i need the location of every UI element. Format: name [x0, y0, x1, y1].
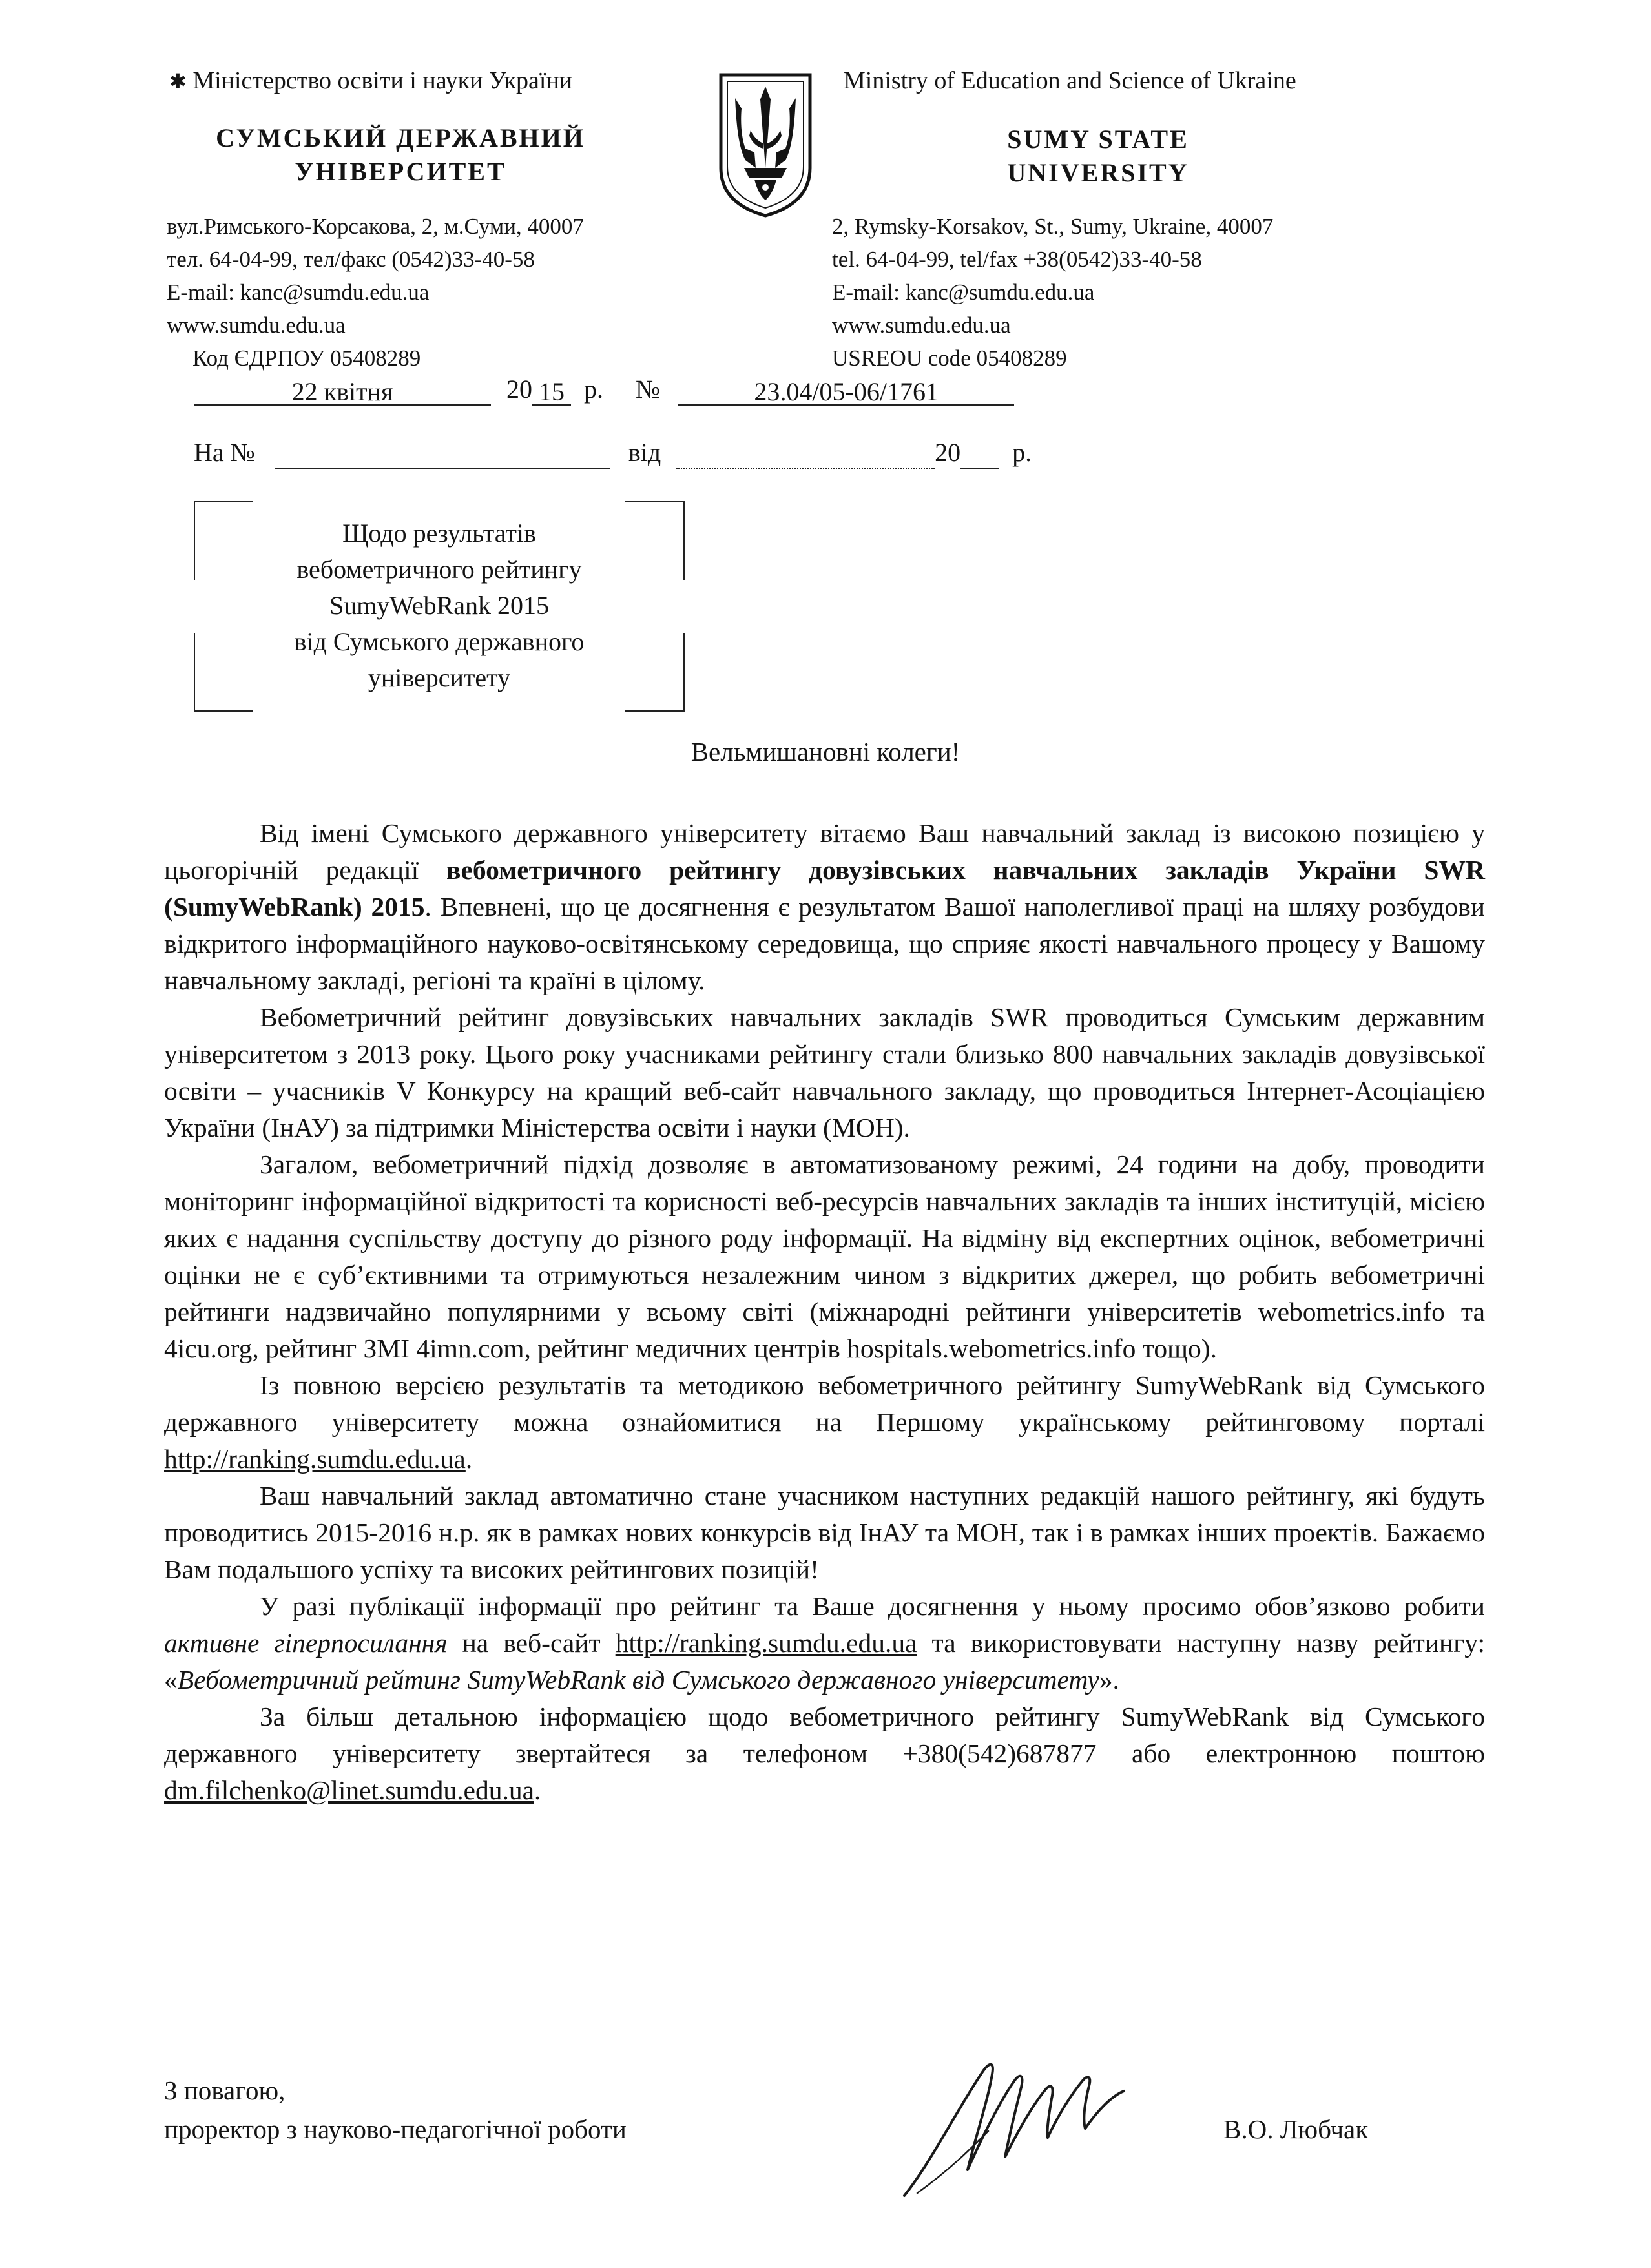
reply-year-abbr: р.	[1012, 438, 1032, 467]
subject-text	[194, 515, 685, 696]
p6-text-b: на веб-сайт	[447, 1628, 616, 1658]
subject-line: SumyWebRank 2015	[329, 591, 550, 620]
p6-text-d: ».	[1099, 1665, 1119, 1695]
p4-text-a: Із повною версією результатів та методикою вебометричного рейтингу SumyWebRank від Сумського державного університету можна ознайомитися на Першому українському рейтинговому порталі	[164, 1370, 1485, 1437]
university-name-ua	[161, 121, 639, 189]
paragraph-1	[164, 815, 1485, 999]
contact-email-link[interactable]: dm.filchenko@linet.sumdu.edu.ua	[164, 1775, 534, 1805]
email-en: E-mail: kanc@sumdu.edu.ua	[832, 280, 1095, 305]
outgoing-reference	[194, 373, 1014, 406]
university-name-ua-line1: СУМСЬКИЙ ДЕРЖАВНИЙ	[216, 123, 585, 152]
letter-number: 23.04/05-06/1761	[678, 376, 1014, 406]
salutation: Вельмишановні колеги!	[691, 737, 960, 767]
contacts-en	[832, 210, 1273, 375]
university-name-en-line1: SUMY STATE	[1007, 125, 1189, 154]
paragraph-6	[164, 1588, 1485, 1698]
p7-text-a: За більш детальною інформацією щодо вебометричного рейтингу SumyWebRank від Сумського державного університету звертайтеся за телефоном +380(542)687877 або електронною поштою	[164, 1702, 1485, 1768]
paragraph-4	[164, 1367, 1485, 1478]
subject-line: вебометричного рейтингу	[296, 555, 582, 584]
year-prefix: 20	[506, 375, 532, 404]
edrpou-code: Код ЄДРПОУ 05408289	[192, 345, 421, 371]
reply-date-blank	[676, 439, 935, 469]
usreou-code: USREOU code 05408289	[832, 345, 1067, 371]
ranking-site-link[interactable]: http://ranking.sumdu.edu.ua	[615, 1628, 917, 1658]
address-en: 2, Rymsky-Korsakov, St., Sumy, Ukraine, 40007	[832, 214, 1274, 239]
active-hyperlink-italic: активне гіперпосилання	[164, 1628, 448, 1658]
number-sign: №	[636, 375, 661, 404]
university-name-en-line2: UNIVERSITY	[1007, 158, 1189, 187]
reply-to-number-blank	[275, 439, 610, 469]
rating-name-bold: вебометричного рейтингу довузівських навчальних закладів України SWR (SumyWebRank) 2015	[164, 855, 1485, 922]
subject-line: Щодо результатів	[342, 519, 536, 548]
reply-year-prefix: 20	[935, 438, 961, 467]
subject-box	[194, 501, 685, 712]
rating-title-italic: Вебометричний рейтинг SumyWebRank від Сумського державного університету	[177, 1665, 1099, 1695]
ministry-en: Ministry of Education and Science of Ukraine	[844, 67, 1296, 94]
letter-body	[164, 815, 1485, 1809]
subject-line: університету	[368, 663, 511, 692]
p7-text-b: .	[534, 1775, 541, 1805]
p1-text-b: . Впевнені, що це досягнення є результатом Вашої наполегливої праці на шляху розбудови відкритого інформаційного науково-освітянському середовища, що сприяє якості навчального процесу у Вашому навчальному закладі, регіоні та країні в цілому.	[164, 892, 1485, 995]
ministry-ua	[169, 65, 572, 98]
reply-reference	[194, 437, 1032, 469]
email-ua: E-mail: kanc@sumdu.edu.ua	[167, 280, 430, 305]
contacts-ua	[167, 210, 584, 375]
signatory-position: проректор з науково-педагогічної роботи	[164, 2114, 627, 2144]
university-name-ua-line2: УНІВЕРСИТЕТ	[295, 157, 506, 186]
year-suffix: 15	[532, 376, 571, 406]
asterisk-mark: ✱	[169, 70, 187, 93]
handwritten-signature	[891, 2034, 1137, 2202]
reply-to-label: На №	[194, 438, 255, 467]
ranking-portal-link[interactable]: http://ranking.sumdu.edu.ua	[164, 1444, 466, 1474]
ministry-ua-text: Міністерство освіти і науки України	[192, 67, 573, 94]
coat-of-arms-icon	[717, 71, 814, 220]
p4-text-b: .	[465, 1444, 473, 1474]
reply-year-blank	[960, 439, 999, 469]
paragraph-3: Загалом, вебометричний підхід дозволяє в автоматизованому режимі, 24 години на добу, проводити моніторинг інформаційної відкритості та корисності веб-ресурсів навчальних закладів та інших інституцій, місією яких є надання суспільству доступу до різного роду інформації. На відміну від експертних оцінок, вебометричні оцінки не є суб’єктивними та отримуються незалежним чином з відкритих джерел, що робить вебометричні рейтинги надзвичайно популярними у всьому світі (міжнародні рейтинги університетів webometrics.info та 4icu.org, рейтинг ЗМІ 4imn.com, рейтинг медичних центрів hospitals.webometrics.info тощо).	[164, 1149, 1485, 1363]
p1-text-a: Від імені Сумського державного університету вітаємо Ваш навчальний заклад із високою позицією у цьогорічній редакції	[164, 818, 1485, 885]
year-abbr: р.	[584, 375, 603, 404]
closing: З повагою,	[164, 2076, 286, 2105]
paragraph-7	[164, 1698, 1485, 1809]
letter-date: 22 квітня	[194, 376, 491, 406]
website-en: www.sumdu.edu.ua	[832, 313, 1011, 338]
paragraph-2: Вебометричний рейтинг довузівських навчальних закладів SWR проводиться Сумським державним університетом з 2013 року. Цього року учасниками рейтингу стали близько 800 навчальних закладів довузівської освіти – учасників V Конкурсу на кращий веб-сайт навчального закладу, що проводиться Інтернет-Асоціацією України (ІнАУ) за підтримки Міністерства освіти і науки (МОН).	[164, 1002, 1485, 1142]
university-name-en	[898, 123, 1298, 190]
address-ua: вул.Римського-Корсакова, 2, м.Суми, 40007	[167, 214, 584, 239]
subject-line: від Сумського державного	[294, 627, 585, 656]
from-label: від	[628, 438, 661, 467]
phone-ua: тел. 64-04-99, тел/факс (0542)33-40-58	[167, 247, 535, 272]
website-ua: www.sumdu.edu.ua	[167, 313, 346, 338]
phone-en: tel. 64-04-99, tel/fax +38(0542)33-40-58	[832, 247, 1202, 272]
p6-text-a: У разі публікації інформації про рейтинг та Ваше досягнення у ньому просимо обов’язково робити	[260, 1591, 1485, 1621]
paragraph-5: Ваш навчальний заклад автоматично стане учасником наступних редакцій нашого рейтингу, які будуть проводитись 2015-2016 н.р. як в рамках нових конкурсів від ІнАУ та МОН, так і в рамках інших проектів. Бажаємо Вам подальшого успіху та високих рейтингових позицій!	[164, 1481, 1485, 1584]
p6-text-c: та використовувати наступну назву рейтингу: «	[164, 1628, 1485, 1695]
signatory-name: В.О. Любчак	[1223, 2114, 1369, 2144]
